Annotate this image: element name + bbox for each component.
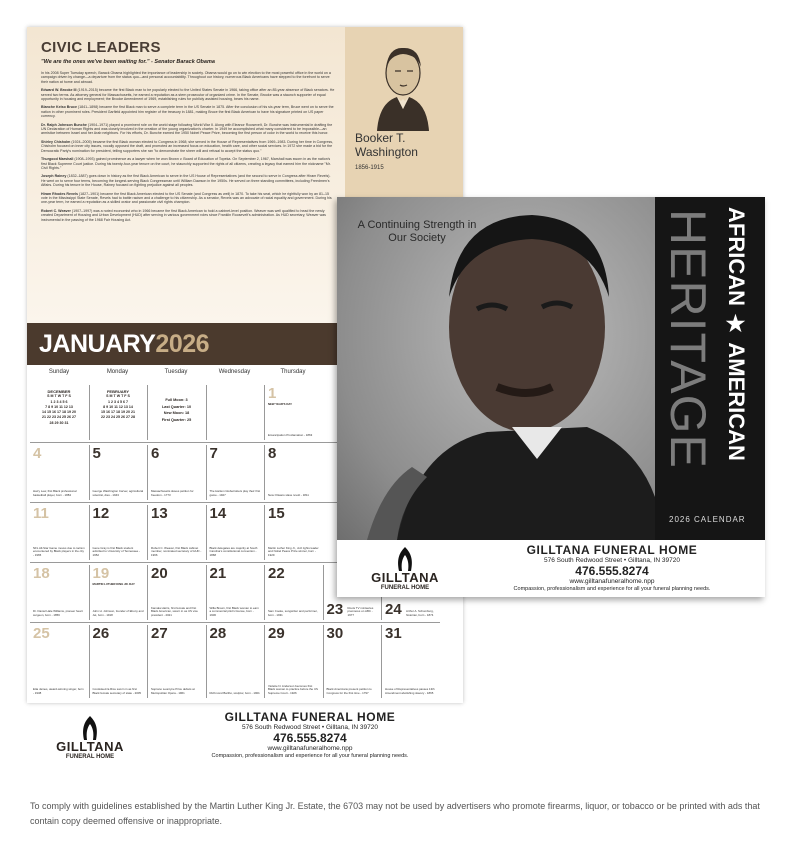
advertiser-website: www.gilltanafuneralhome.npp bbox=[267, 745, 353, 752]
day-note: Martin Luther King Jr., civil rights leader and Nobel Peace Prize winner, born - 1929 bbox=[268, 545, 319, 557]
moon-phases bbox=[148, 385, 205, 423]
paragraph-text: (1908–1993) gained prominence as a lawyer when he won Brown v. Board of Education of Topeka. On September 2, 1967, Marshall was sworn in as the nation's first Black Supreme Court justice. During his twenty-four-year tenure on the court, he staunchly supported the rights of all citizens, creating a legacy that earned him the nickname "Mr. Civil Rights." bbox=[41, 157, 331, 170]
day-note: Emancipation Proclamation - 1863 bbox=[268, 432, 313, 437]
logo-name: GILLTANA bbox=[371, 570, 439, 585]
advertiser-phone: 476.555.8274 bbox=[273, 731, 347, 745]
day-note: Black delegates are majority at South Carolina's constitutional convention - 1868 bbox=[209, 545, 258, 557]
day-cell-20 bbox=[147, 565, 205, 620]
day-number: 31 bbox=[385, 625, 402, 642]
day-cell-5 bbox=[89, 445, 147, 500]
advertiser-tagline: Compassion, professionalism and experience for all your funeral planning needs. bbox=[211, 753, 409, 759]
day-number: 24 bbox=[385, 601, 402, 618]
portrait-years: 1856-1915 bbox=[355, 165, 384, 171]
day-number: 29 bbox=[268, 625, 285, 642]
mini-calendar-weekdays: S M T W T F S bbox=[106, 394, 130, 399]
paragraph-lead: Hiram Rhodes Revels bbox=[41, 191, 78, 196]
weekday-header: Tuesday bbox=[164, 369, 188, 375]
day-note: The Harlem Globetrotters play their first game - 1927 bbox=[209, 489, 261, 497]
day-note: Roots TV miniseries premieres on ABC - 1977 bbox=[347, 605, 374, 617]
calendar-cover bbox=[337, 197, 765, 597]
paragraph-lead: Blanche Kelso Bruce bbox=[41, 105, 77, 110]
day-number: 13 bbox=[151, 505, 168, 522]
day-cell-4 bbox=[30, 445, 88, 500]
mini-calendar-week: 28 29 30 31 bbox=[49, 420, 69, 425]
day-note: Gene Gray is first Black student admitted to University of Tennessee - 1952 bbox=[92, 545, 141, 557]
weekday-header: Thursday bbox=[280, 369, 306, 375]
paragraph-text: (1832–1887) goes down in history as the first Black American to serve in the US House of Representatives (and the second to serve in Congress after Hiram Revels). He went on to serve four terms, becoming the longest-serving Black Congressman until William Dawson in the 1950s. He served on three standing committees, including Freedmen's Affairs. During his tenure in the House, Rainey focused on fighting prejudice against all peoples. bbox=[41, 174, 331, 188]
paragraph-lead: Shirley Chisholm bbox=[41, 139, 71, 144]
mini-calendar-week: 1 2 3 4 5 6 7 bbox=[108, 399, 128, 404]
day-number: 23 bbox=[326, 601, 344, 618]
cover-photo bbox=[337, 197, 655, 540]
day-number: 1 bbox=[268, 385, 277, 402]
mini-calendar bbox=[90, 385, 147, 421]
day-note: Richmond Barthé, sculptor, born - 1901 bbox=[209, 690, 260, 695]
month-year: 2026 bbox=[155, 330, 210, 358]
advertiser-info bbox=[160, 710, 460, 760]
article-quote: "We are the ones we've been waiting for." - Senator Barack Obama bbox=[41, 59, 215, 65]
mini-calendar-title: DECEMBER bbox=[47, 389, 71, 394]
day-number: 28 bbox=[209, 625, 227, 642]
weekday-header: Wednesday bbox=[218, 369, 251, 375]
day-cell bbox=[147, 385, 205, 440]
day-number: 11 bbox=[33, 505, 49, 522]
day-note: Robert C. Weaver, first Black cabinet member, nominated secretary of HUD - 1966 bbox=[151, 545, 202, 557]
disclaimer-text: To comply with guidelines established by the Martin Luther King Jr. Estate, the 6703 may not be used by advertisers who promote firearms, liquor, or tobacco or be printed with ads that contain copy deemed offensive or inappropriate. bbox=[30, 801, 760, 826]
paragraph-text: (1904–1971) played a prominent role on the world stage following World War II. Along with Eleanor Roosevelt, Dr. Bunche was instrumental in drafting the UN Declaration of Human Rights and was closely involved in the creation of the young organization's charter. In 1949 he accomplished what many considered to be impossible—an armistice between Israel and her Arab neighbors. For his efforts, Dr. Bunche earned the 1950 Nobel Peace Prize, becoming the first person of color in the world to receive this honor. bbox=[41, 122, 333, 136]
month-name: JANUARY bbox=[39, 330, 156, 358]
paragraph-text: (1924–2005) became the first Black woman elected to Congress in 1968; she served in the House of Representatives from 1969–1983. During her time in Congress, Chisholm focused on inner city issues, vocally opposed the draft, and promoted an increased focus on education, health care, and other social services. In 1972 she made a bid for the Democratic Party's nomination for president, telling supporters she ran "to demonstrate the sheer will and refusal to accept the status quo." bbox=[41, 139, 334, 153]
advertiser-imprint-bottom bbox=[30, 710, 440, 780]
paragraph-text: (1841–1898) became the first Black man to serve a complete term in the US Senate in 1875. After the conclusion of his six-year term, Bruce went on to serve the nation in other prominent roles. President Garfield appointed him register of the treasury in 1881, making Bruce the first Black American to have his signature printed on US paper currency. bbox=[41, 105, 334, 119]
advertiser-address: 576 South Redwood Street • Gilltana, IN 39720 bbox=[242, 724, 378, 731]
cover-tagline: A Continuing Strength in Our Society bbox=[357, 219, 477, 244]
cover-advertiser-logo bbox=[365, 547, 445, 592]
day-cell bbox=[89, 385, 147, 440]
day-number: 20 bbox=[151, 565, 168, 582]
portrait-photo-image bbox=[337, 197, 655, 540]
paragraph-text: In his 2008 Super Tuesday speech, Barack Obama highlighted the importance of leadership in society. Obama would go on to win election to the most powerful office in the world on a campaign driven by change—a departure from the status quo—and personal accountability. Throughout our history, numerous Black Americans have stepped to the forefront to serve their nation at home and abroad. bbox=[41, 71, 331, 84]
day-number: 18 bbox=[33, 565, 50, 582]
row-divider bbox=[30, 622, 440, 623]
day-cell-26 bbox=[89, 625, 147, 698]
mini-calendar bbox=[30, 385, 88, 426]
day-number: 12 bbox=[92, 505, 110, 522]
day-cell-29 bbox=[264, 625, 322, 698]
moon-phase: Full Moon: 3 bbox=[165, 398, 188, 402]
moon-phase: New Moon: 18 bbox=[163, 411, 190, 415]
paragraph-lead: Joseph Rainey bbox=[41, 174, 67, 179]
day-cell-15 bbox=[264, 505, 322, 560]
day-note: Massachusetts slaves petition for freedom - 1773 bbox=[151, 489, 194, 497]
day-number: 8 bbox=[268, 445, 277, 462]
day-cell-11 bbox=[30, 505, 88, 560]
day-number: 30 bbox=[326, 625, 344, 642]
logo-subtitle: FUNERAL HOME bbox=[65, 754, 115, 760]
advertiser-tagline: Compassion, professionalism and experience for all your funeral planning needs. bbox=[513, 586, 711, 592]
day-note: Condoleezza Rice sworn in as first Black female secretary of state - 2005 bbox=[92, 687, 142, 695]
day-cell-7 bbox=[206, 445, 264, 500]
advertiser-name: GILLTANA FUNERAL HOME bbox=[224, 710, 396, 724]
day-cell-30 bbox=[323, 625, 381, 698]
day-number: 4 bbox=[33, 445, 42, 462]
weekday-header: Monday bbox=[106, 369, 129, 375]
day-note: Violette N. Anderson becomes first Black woman to practice before the US Supreme Court - 1926 bbox=[268, 683, 318, 695]
day-note: Etta James, award-winning singer, born - 1938 bbox=[33, 687, 84, 695]
day-cell-22 bbox=[264, 565, 322, 620]
cover-title-heritage: HERITAGE bbox=[660, 209, 716, 469]
day-note: Kamala Harris, first female and first Black American, sworn in as US vice president - 2021 bbox=[151, 605, 198, 617]
day-number: 19 bbox=[92, 565, 110, 582]
paragraph-lead: Thurgood Marshall bbox=[41, 157, 74, 162]
mini-calendar-title: FEBRUARY bbox=[106, 389, 130, 394]
day-number: 5 bbox=[92, 445, 101, 462]
day-number: 6 bbox=[151, 445, 160, 462]
day-cell-8 bbox=[264, 445, 322, 500]
day-cell-21 bbox=[206, 565, 264, 620]
cover-advertiser-info bbox=[467, 543, 757, 593]
logo-name: GILLTANA bbox=[56, 739, 124, 754]
article-title: CIVIC LEADERS bbox=[41, 39, 161, 56]
paragraph-lead: Robert C. Weaver bbox=[41, 208, 71, 213]
day-cell-14 bbox=[206, 505, 264, 560]
mini-calendar-week: 22 23 24 25 26 27 28 bbox=[101, 415, 135, 420]
day-cell-13 bbox=[147, 505, 205, 560]
moon-phase: Last Quarter: 10 bbox=[161, 404, 192, 409]
day-cell-25 bbox=[30, 625, 88, 698]
holiday-name: MARTIN LUTHER KING JR. DAY bbox=[92, 582, 135, 586]
day-number: 22 bbox=[268, 565, 285, 582]
flame-logo-icon bbox=[396, 547, 414, 571]
paragraph-text: (1827–1901) became the first Black American elected to the US Senate (and Congress as well) in 1870. To take his seat, which he rightfully won by an 81–15 vote in the Mississippi State Senate, Revels had to battle racism and a challenge to his citizenship. As a senator, Revels was an advocate of racial equality and government. During his one-year term, he earned a reputation as a skilled orator and passionate civil rights champion. bbox=[41, 191, 332, 205]
day-cell bbox=[30, 385, 88, 440]
paragraph-lead: Edward W. Brooke III bbox=[41, 88, 77, 93]
flame-logo-icon bbox=[81, 716, 99, 740]
day-note: John H. Johnson, founder of Ebony and Jet, born - 1918 bbox=[92, 609, 144, 617]
mini-calendar-week: 8 9 10 11 12 13 14 bbox=[103, 404, 133, 409]
day-number: 7 bbox=[209, 445, 218, 462]
paragraph-text: (1907–1997) was a noted economist who in 1966 became the first Black American to hold a cabinet-level position. Weaver was well qualified to head the newly created Department of Housing and Urban Development (HUD) after serving in various government roles since Franklin Roosevelt's administration. As HUD secretary, Weaver was instrumental in the passing of the 1968 Fair Housing Act. bbox=[41, 208, 326, 222]
advertiser-logo bbox=[50, 716, 130, 761]
day-note: New Orleans slave revolt - 1811 bbox=[268, 492, 309, 497]
day-note: Soprano Leontyne Price debuts at Metropolitan Opera - 1961 bbox=[151, 687, 195, 695]
paragraph-lead: Dr. Ralph Johnson Bunche bbox=[41, 122, 87, 127]
day-number: 15 bbox=[268, 505, 285, 522]
day-note: Dr. Daniel Hale Williams, pioneer heart surgeon, born - 1856 bbox=[33, 609, 83, 617]
advertiser-website: www.gilltanafuneralhome.npp bbox=[569, 578, 655, 585]
advertiser-name: GILLTANA FUNERAL HOME bbox=[526, 543, 698, 557]
day-number: 27 bbox=[151, 625, 168, 642]
day-cell bbox=[206, 385, 264, 440]
day-cell-12 bbox=[89, 505, 147, 560]
day-number: 21 bbox=[209, 565, 227, 582]
day-cell-31 bbox=[381, 625, 439, 698]
day-note: Black Americans present petition to Congress for the first time - 1797 bbox=[326, 687, 372, 695]
day-cell-1 bbox=[264, 385, 322, 440]
day-note: Sam Cooke, songwriter and performer, born - 1931 bbox=[268, 609, 318, 617]
day-note: Willa Brown, first Black woman to earn a commercial pilot's license, born - 1906 bbox=[209, 605, 259, 617]
advertiser-address: 576 South Redwood Street • Gilltana, IN 39720 bbox=[544, 557, 680, 564]
logo-subtitle: FUNERAL HOME bbox=[380, 585, 430, 591]
day-number: 14 bbox=[209, 505, 227, 522]
day-number: 25 bbox=[33, 625, 50, 642]
holiday-name: NEW YEAR'S DAY bbox=[268, 402, 292, 406]
day-note: NFL All-Star Game moves due to racism encountered by Black players in the city - 1965 bbox=[33, 545, 85, 557]
day-cell-28 bbox=[206, 625, 264, 698]
mini-calendar-week: 7 8 9 10 11 12 13 bbox=[45, 404, 73, 409]
day-note: George Washington Carver, agricultural scientist, dies - 1943 bbox=[92, 489, 144, 497]
cover-title-band bbox=[655, 197, 765, 540]
advertiser-phone: 476.555.8274 bbox=[575, 564, 649, 578]
day-note: Harry Lew, first Black professional basketball player, born - 1884 bbox=[33, 489, 77, 497]
weekday-header: Sunday bbox=[48, 369, 70, 375]
cover-subtitle: 2026 CALENDAR bbox=[669, 515, 746, 524]
day-cell-19 bbox=[89, 565, 147, 620]
cover-title-african-american: AFRICAN ★ AMERICAN bbox=[724, 207, 749, 461]
mini-calendar-week: 1 2 3 4 5 6 bbox=[50, 399, 68, 404]
paragraph-text: (1919–2015) became the first Black man to be popularly elected to the United States Senate in 1966, taking office after an 85-year absence of Black senators. He served two terms. As attorney general for Massachusetts, he earned a reputation as a stern prosecutor of organized crime. In the Senate, Brooke was a staunch supporter of equal opportunity in housing and employment; the Brooke Amendment of 1969, establishing rules for publicly assisted housing, bears his name. bbox=[41, 88, 335, 102]
mini-calendar-week: 21 22 23 24 25 26 27 bbox=[42, 415, 76, 420]
day-cell-18 bbox=[30, 565, 88, 620]
moon-phase: First Quarter: 25 bbox=[161, 417, 192, 422]
mini-calendar-week: 14 15 16 17 18 19 20 bbox=[42, 410, 76, 415]
day-note: House of Representatives passes 13th Amendment abolishing slavery - 1865 bbox=[385, 687, 435, 695]
day-cell-27 bbox=[147, 625, 205, 698]
day-note: Arthur A. Schomburg, historian, born - 1874 bbox=[406, 609, 434, 617]
day-number: 26 bbox=[92, 625, 110, 642]
portrait-name: Booker T. Washington bbox=[355, 131, 418, 159]
mini-calendar-weekdays: S M T W T F S bbox=[47, 394, 71, 399]
mini-calendar-week: 15 16 17 18 19 20 21 bbox=[101, 410, 135, 415]
day-cell-6 bbox=[147, 445, 205, 500]
